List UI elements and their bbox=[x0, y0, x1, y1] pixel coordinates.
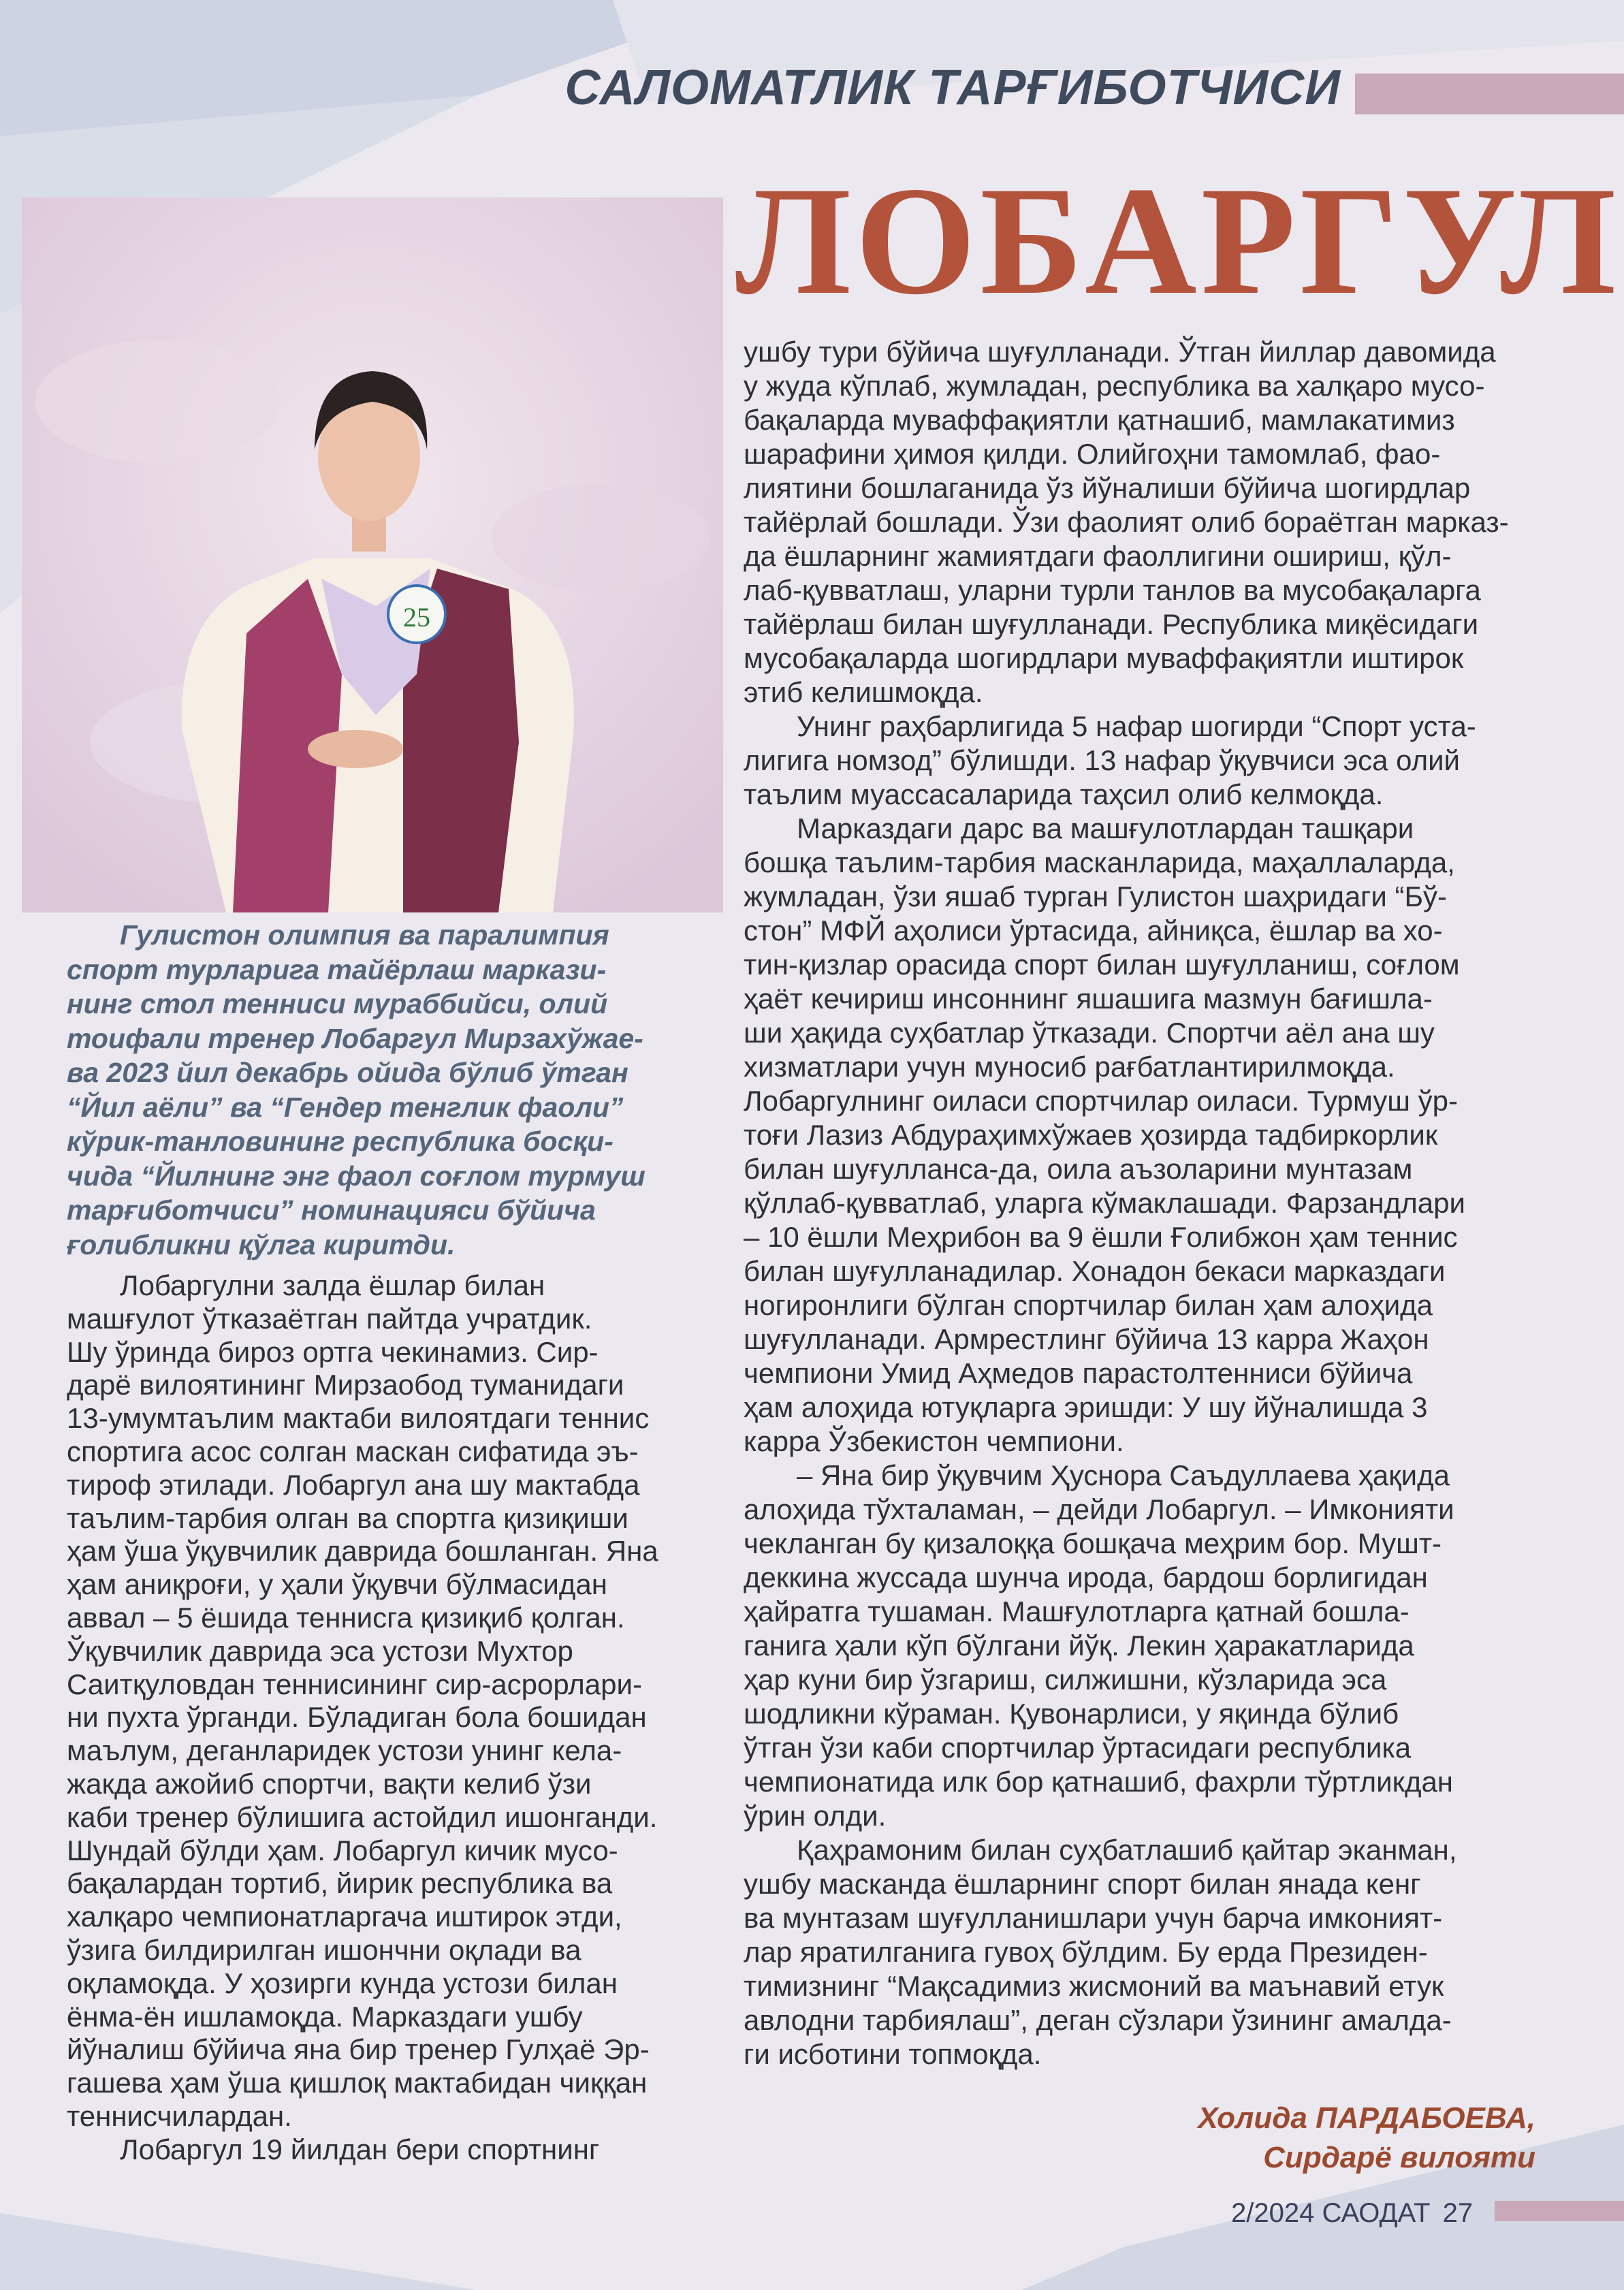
text-line: маълум, деганларидек устози унинг кела- bbox=[67, 1734, 622, 1767]
text-line: ўрин олди. bbox=[744, 1800, 887, 1832]
text-line: ўтган ўзи каби спортчилар ўртасидаги республика bbox=[744, 1732, 1412, 1764]
text-line: ни пухта ўрганди. Бўладиган бола бошидан bbox=[67, 1701, 647, 1734]
text-line: – 10 ёшли Меҳрибон ва 9 ёшли Ғолибжон ҳам теннис bbox=[744, 1221, 1458, 1253]
text-line: теннисчилардан. bbox=[67, 2099, 292, 2132]
text-line: ҳам ўша ўқувчилик даврида бошланган. Яна bbox=[67, 1535, 658, 1568]
text-line: Лобаргулнинг оиласи спортчилар оиласи. Турмуш ўр- bbox=[744, 1085, 1459, 1117]
text-line: алоҳида тўхталаман, – дейди Лобаргул. – Имконияти bbox=[744, 1493, 1454, 1525]
text-line: гашева ҳам ўша қишлоқ мактабидан чиққан bbox=[67, 2067, 648, 2099]
text-line: авлодни тарбиялаш”, деган сўзлари ўзининг амалда- bbox=[744, 2004, 1452, 2036]
text-line: ушбу тури бўйича шуғулланади. Ўтган йиллар давомида bbox=[744, 336, 1496, 368]
text-line: таълим муассасаларида таҳсил олиб келмоқда. bbox=[744, 778, 1384, 810]
text-line: стон” МФЙ аҳолиси ўртасида, айниқса, ёшлар ва хо- bbox=[744, 915, 1443, 947]
text-line: таълим-тарбия олган ва спортга қизиқиши bbox=[67, 1501, 628, 1534]
text-line: Ўқувчилик даврида эса устози Мухтор bbox=[67, 1634, 573, 1667]
text-line: тоғи Лазиз Абдураҳимхўжаев ҳозирда тадбиркорлик bbox=[744, 1119, 1438, 1151]
text-line: чемпиони Умид Аҳмедов парастолтенниси бўйича bbox=[744, 1357, 1413, 1389]
text-line: ёнма-ён ишламоқда. Марказдаги ушбу bbox=[67, 2000, 583, 2033]
text-line: Шундай бўлди ҳам. Лобаргул кичик мусо- bbox=[67, 1834, 618, 1866]
author-name: Холида ПАРДАБОЕВА, bbox=[1198, 2101, 1535, 2135]
text-line: 13-умумтаълим мактаби вилоятдаги теннис bbox=[67, 1402, 650, 1435]
section-label: САЛОМАТЛИК ТАРҒИБОТЧИСИ bbox=[564, 61, 1341, 115]
text-line: лар яратилганига гувоҳ бўлдим. Бу ерда Президен- bbox=[744, 1936, 1428, 1968]
article-title: ЛОБАРГУЛ bbox=[735, 155, 1621, 327]
text-line: бақаларда муваффақиятли қатнашиб, мамлакатимиз bbox=[744, 404, 1455, 436]
text-line: Лобаргулни залда ёшлар билан bbox=[120, 1269, 545, 1301]
text-line: у жуда кўплаб, жумладан, республика ва халқаро мусо- bbox=[744, 370, 1485, 402]
text-line: билан шуғулланса-да, оила аъзоларини мунтазам bbox=[744, 1153, 1413, 1185]
text-line: “Йил аёли” ва “Гендер тенглик фаоли” bbox=[67, 1091, 624, 1123]
paragraph bbox=[744, 710, 1533, 812]
text-line: ўзига билдирилган ишончни оқлади ва bbox=[67, 1933, 582, 1966]
page-footer bbox=[1231, 2198, 1473, 2229]
text-line: хизматлари учун муносиб рағбатлантирилмоқда. bbox=[744, 1051, 1395, 1083]
text-line: чекланган бу қизалоққа бошқача меҳрим бор. Мушт- bbox=[744, 1527, 1442, 1559]
text-line: ва 2023 йил декабрь ойида бўлиб ўтган bbox=[67, 1057, 628, 1088]
text-line: ҳаёт кечириш инсоннинг яшашига мазмун бағишла- bbox=[744, 983, 1433, 1015]
text-line: жумладан, ўзи яшаб турган Гулистон шаҳридаги “Бў- bbox=[744, 880, 1448, 912]
text-line: чемпионатида илк бор қатнашиб, фахрли тўртликдан bbox=[744, 1766, 1454, 1798]
paragraph bbox=[744, 335, 1533, 710]
text-line: этиб келишмоқда. bbox=[744, 676, 983, 708]
text-line: Лобаргул 19 йилдан бери спортнинг bbox=[120, 2133, 600, 2165]
paragraph bbox=[67, 918, 707, 1262]
text-line: ҳар куни бир ўзгариш, силжишни, кўзларида эса bbox=[744, 1664, 1387, 1696]
text-line: ғолибликни қўлга киритди. bbox=[67, 1228, 456, 1260]
text-line: тироф этилади. Лобаргул ана шу мактабда bbox=[67, 1468, 640, 1501]
article-body-right-column bbox=[744, 335, 1533, 2071]
badge-number: 25 bbox=[403, 602, 430, 633]
text-line: Унинг раҳбарлигида 5 нафар шогирди “Спорт уста- bbox=[797, 710, 1476, 742]
paragraph bbox=[744, 1833, 1533, 2071]
text-line: ҳам аниқроғи, у ҳали ўқувчи бўлмасидан bbox=[67, 1568, 607, 1601]
text-line: каби тренер бўлишига астойдил ишонганди. bbox=[67, 1800, 658, 1833]
text-line: шодликни кўраман. Қувонарлиси, у яқинда бўлиб bbox=[744, 1698, 1399, 1730]
text-line: ги исботини топмоқда. bbox=[744, 2038, 1042, 2070]
text-line: лиятини бошлаганида ўз йўналиши бўйича шогирдлар bbox=[744, 472, 1471, 504]
text-line: спорт турларига тайёрлаш маркази- bbox=[67, 953, 607, 985]
text-line: машғулот ўтказаётган пайтда учратдик. bbox=[67, 1302, 592, 1335]
paragraph bbox=[744, 812, 1533, 1459]
text-line: шарафини ҳимоя қилди. Олийгоҳни тамомлаб, фао- bbox=[744, 438, 1441, 470]
text-line: кўрик-танловининг республика босқи- bbox=[67, 1126, 614, 1157]
text-line: – Яна бир ўқувчим Ҳуснора Саъдуллаева ҳақида bbox=[797, 1459, 1450, 1491]
issue-label: 2/2024 САОДАТ bbox=[1231, 2198, 1431, 2228]
paragraph bbox=[67, 2133, 707, 2167]
text-line: жакда ажойиб спортчи, вақти келиб ўзи bbox=[67, 1767, 592, 1800]
text-line: спортига асос солган маскан сифатида эъ- bbox=[67, 1435, 639, 1467]
text-line: деккина жуссада шунча ирода, бардош борлигидан bbox=[744, 1561, 1428, 1593]
text-line: ганига ҳали кўп бўлгани йўқ. Лекин ҳаракатларида bbox=[744, 1629, 1414, 1661]
text-line: Қаҳрамоним билан суҳбатлашиб қайтар эканман, bbox=[797, 1834, 1457, 1866]
text-line: тайёрлаш билан шуғулланади. Республика миқёсидаги bbox=[744, 608, 1479, 640]
text-line: Гулистон олимпия ва паралимпия bbox=[120, 919, 609, 951]
paragraph bbox=[67, 1269, 707, 2133]
text-line: да ёшларнинг жамиятдаги фаоллигини ошириш, қўл- bbox=[744, 540, 1452, 572]
footer-accent-bar bbox=[1495, 2201, 1624, 2221]
text-line: дарё вилоятининг Мирзаобод туманидаги bbox=[67, 1369, 624, 1401]
author-region: Сирдарё вилояти bbox=[1263, 2141, 1535, 2174]
page-number: 27 bbox=[1442, 2198, 1474, 2228]
text-line: лаб-қувватлаш, уларни турли танлов ва мусобақаларга bbox=[744, 574, 1481, 606]
photo-caption bbox=[67, 918, 707, 1262]
text-line: Шу ўринда бироз ортга чекинамиз. Сир- bbox=[67, 1335, 599, 1368]
text-line: шуғулланади. Армрестлинг бўйича 13 карра Жаҳон bbox=[744, 1323, 1429, 1355]
text-line: оқламоқда. У ҳозирги кунда устози билан bbox=[67, 1967, 618, 1999]
text-line: тоифали тренер Лобаргул Мирзахўжае- bbox=[67, 1022, 643, 1054]
text-line: тин-қизлар орасида спорт билан шуғулланиш, соғлом bbox=[744, 949, 1460, 981]
text-line: қўллаб-қувватлаб, уларга кўмаклашади. Фарзандлари bbox=[744, 1187, 1465, 1219]
text-line: тайёрлай бошлади. Ўзи фаолият олиб бораётган марказ- bbox=[744, 506, 1509, 538]
text-line: ҳам алоҳида ютуқларга эришди: У шу йўналишда 3 bbox=[744, 1391, 1428, 1423]
text-line: тарғиботчиси” номинацияси бўйича bbox=[67, 1194, 596, 1226]
text-line: Саитқуловдан теннисининг сир-асрорлари- bbox=[67, 1668, 642, 1700]
text-line: ҳайратга тушаман. Машғулотларга қатнай бошла- bbox=[744, 1595, 1410, 1627]
text-line: лигига номзод” бўлишди. 13 нафар ўқувчиси эса олий bbox=[744, 744, 1461, 776]
text-line: ва мунтазам шуғулланишлари учун барча имконият- bbox=[744, 1902, 1443, 1934]
text-line: чида “Йилнинг энг фаол соғлом турмуш bbox=[67, 1160, 646, 1192]
text-line: ушбу масканда ёшларнинг спорт билан янада кенг bbox=[744, 1868, 1421, 1900]
text-line: бақалардан тортиб, йирик республика ва bbox=[67, 1867, 613, 1900]
text-line: ногиронлиги бўлган спортчилар билан ҳам алоҳида bbox=[744, 1289, 1433, 1321]
text-line: нинг стол тенниси мураббийси, олий bbox=[67, 988, 608, 1019]
article-body-left-column bbox=[67, 1269, 707, 2167]
text-line: аввал – 5 ёшида теннисга қизиқиб қолган. bbox=[67, 1601, 625, 1634]
text-line: тимизнинг “Мақсадимиз жисмоний ва маънавий етук bbox=[744, 1970, 1444, 2002]
text-line: билан шуғулланадилар. Хонадон бекаси марказдаги bbox=[744, 1255, 1446, 1287]
section-accent-bar bbox=[1355, 74, 1624, 114]
text-line: йўналиш бўйича яна бир тренер Гулҳаё Эр- bbox=[67, 2033, 650, 2066]
text-line: ши ҳақида суҳбатлар ўтказади. Спортчи аёл ана шу bbox=[744, 1017, 1435, 1049]
byline bbox=[1198, 2099, 1535, 2178]
text-line: бошқа таълим-тарбия масканларида, маҳаллаларда, bbox=[744, 846, 1455, 878]
text-line: Марказдаги дарс ва машғулотлардан ташқари bbox=[797, 812, 1414, 844]
text-line: мусобақаларда шогирдлари муваффақиятли иштирок bbox=[744, 642, 1464, 674]
text-line: карра Ўзбекистон чемпиони. bbox=[744, 1425, 1124, 1457]
text-line: халқаро чемпионатларгача иштирок этди, bbox=[67, 1901, 622, 1933]
portrait-photo bbox=[22, 197, 723, 912]
paragraph bbox=[744, 1459, 1533, 1833]
